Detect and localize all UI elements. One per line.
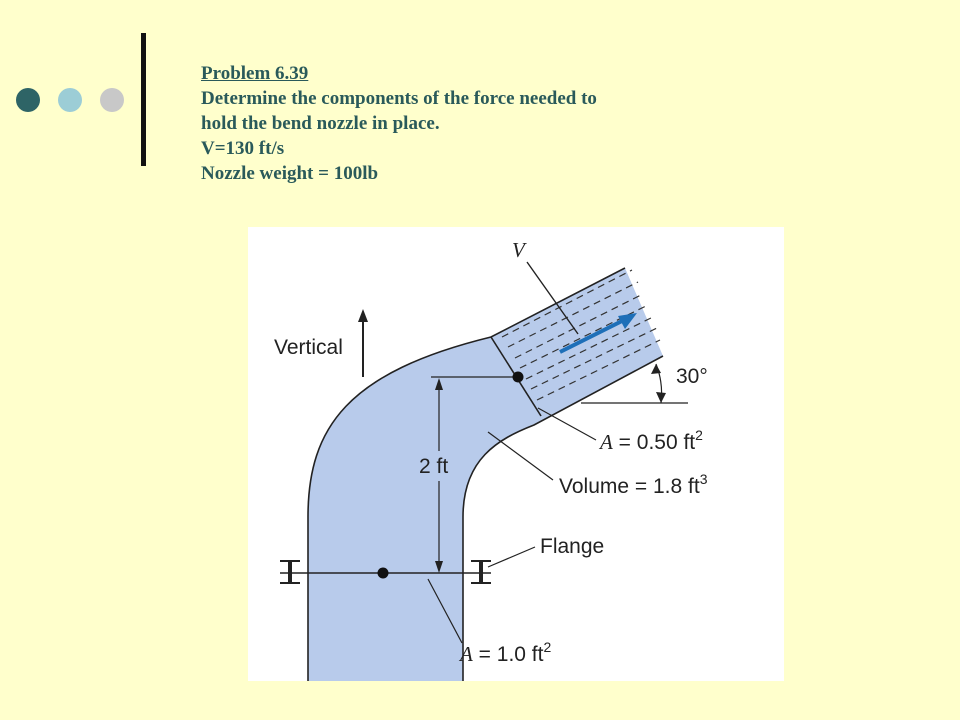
vertical-arrowhead — [358, 309, 368, 322]
dot-light-blue — [58, 88, 82, 112]
volume-label: Volume = 1.8 $ft^3$ — [559, 471, 708, 498]
flange-bolt-right — [471, 561, 491, 583]
angle-label: 30° — [676, 365, 708, 388]
outlet-area-leader — [538, 408, 596, 440]
angle-arrowhead-bottom — [656, 392, 666, 403]
velocity-symbol: V — [512, 238, 525, 262]
dot-dark — [16, 88, 40, 112]
outlet-area-label: A = 0.50 $ft^2$ — [600, 427, 703, 454]
nozzle-diagram — [248, 227, 784, 681]
inlet-centroid — [378, 568, 389, 579]
outlet-centroid — [513, 372, 524, 383]
flange-leader — [488, 547, 535, 567]
problem-text — [201, 61, 597, 186]
flange-bolt-left — [280, 561, 300, 583]
height-label: 2 ft — [419, 455, 449, 478]
flange-label: Flange — [540, 535, 605, 558]
problem-line: hold the bend nozzle in place. — [201, 113, 440, 134]
inlet-area-label: A = 1.0 $ft^2$ — [460, 639, 552, 666]
dot-gray — [100, 88, 124, 112]
velocity-line: V=130 ft/s — [201, 138, 285, 159]
volume-leader — [488, 432, 553, 480]
nozzle-figure — [248, 227, 784, 681]
angle-arrowhead-top — [651, 364, 661, 374]
vertical-divider — [141, 33, 146, 166]
vertical-label: Vertical — [274, 336, 343, 359]
weight-line: Nozzle weight = 100lb — [201, 163, 379, 184]
problem-title: Problem 6.39 — [201, 63, 309, 84]
decorative-dots — [16, 88, 126, 114]
problem-line: Determine the components of the force needed to — [201, 88, 597, 109]
